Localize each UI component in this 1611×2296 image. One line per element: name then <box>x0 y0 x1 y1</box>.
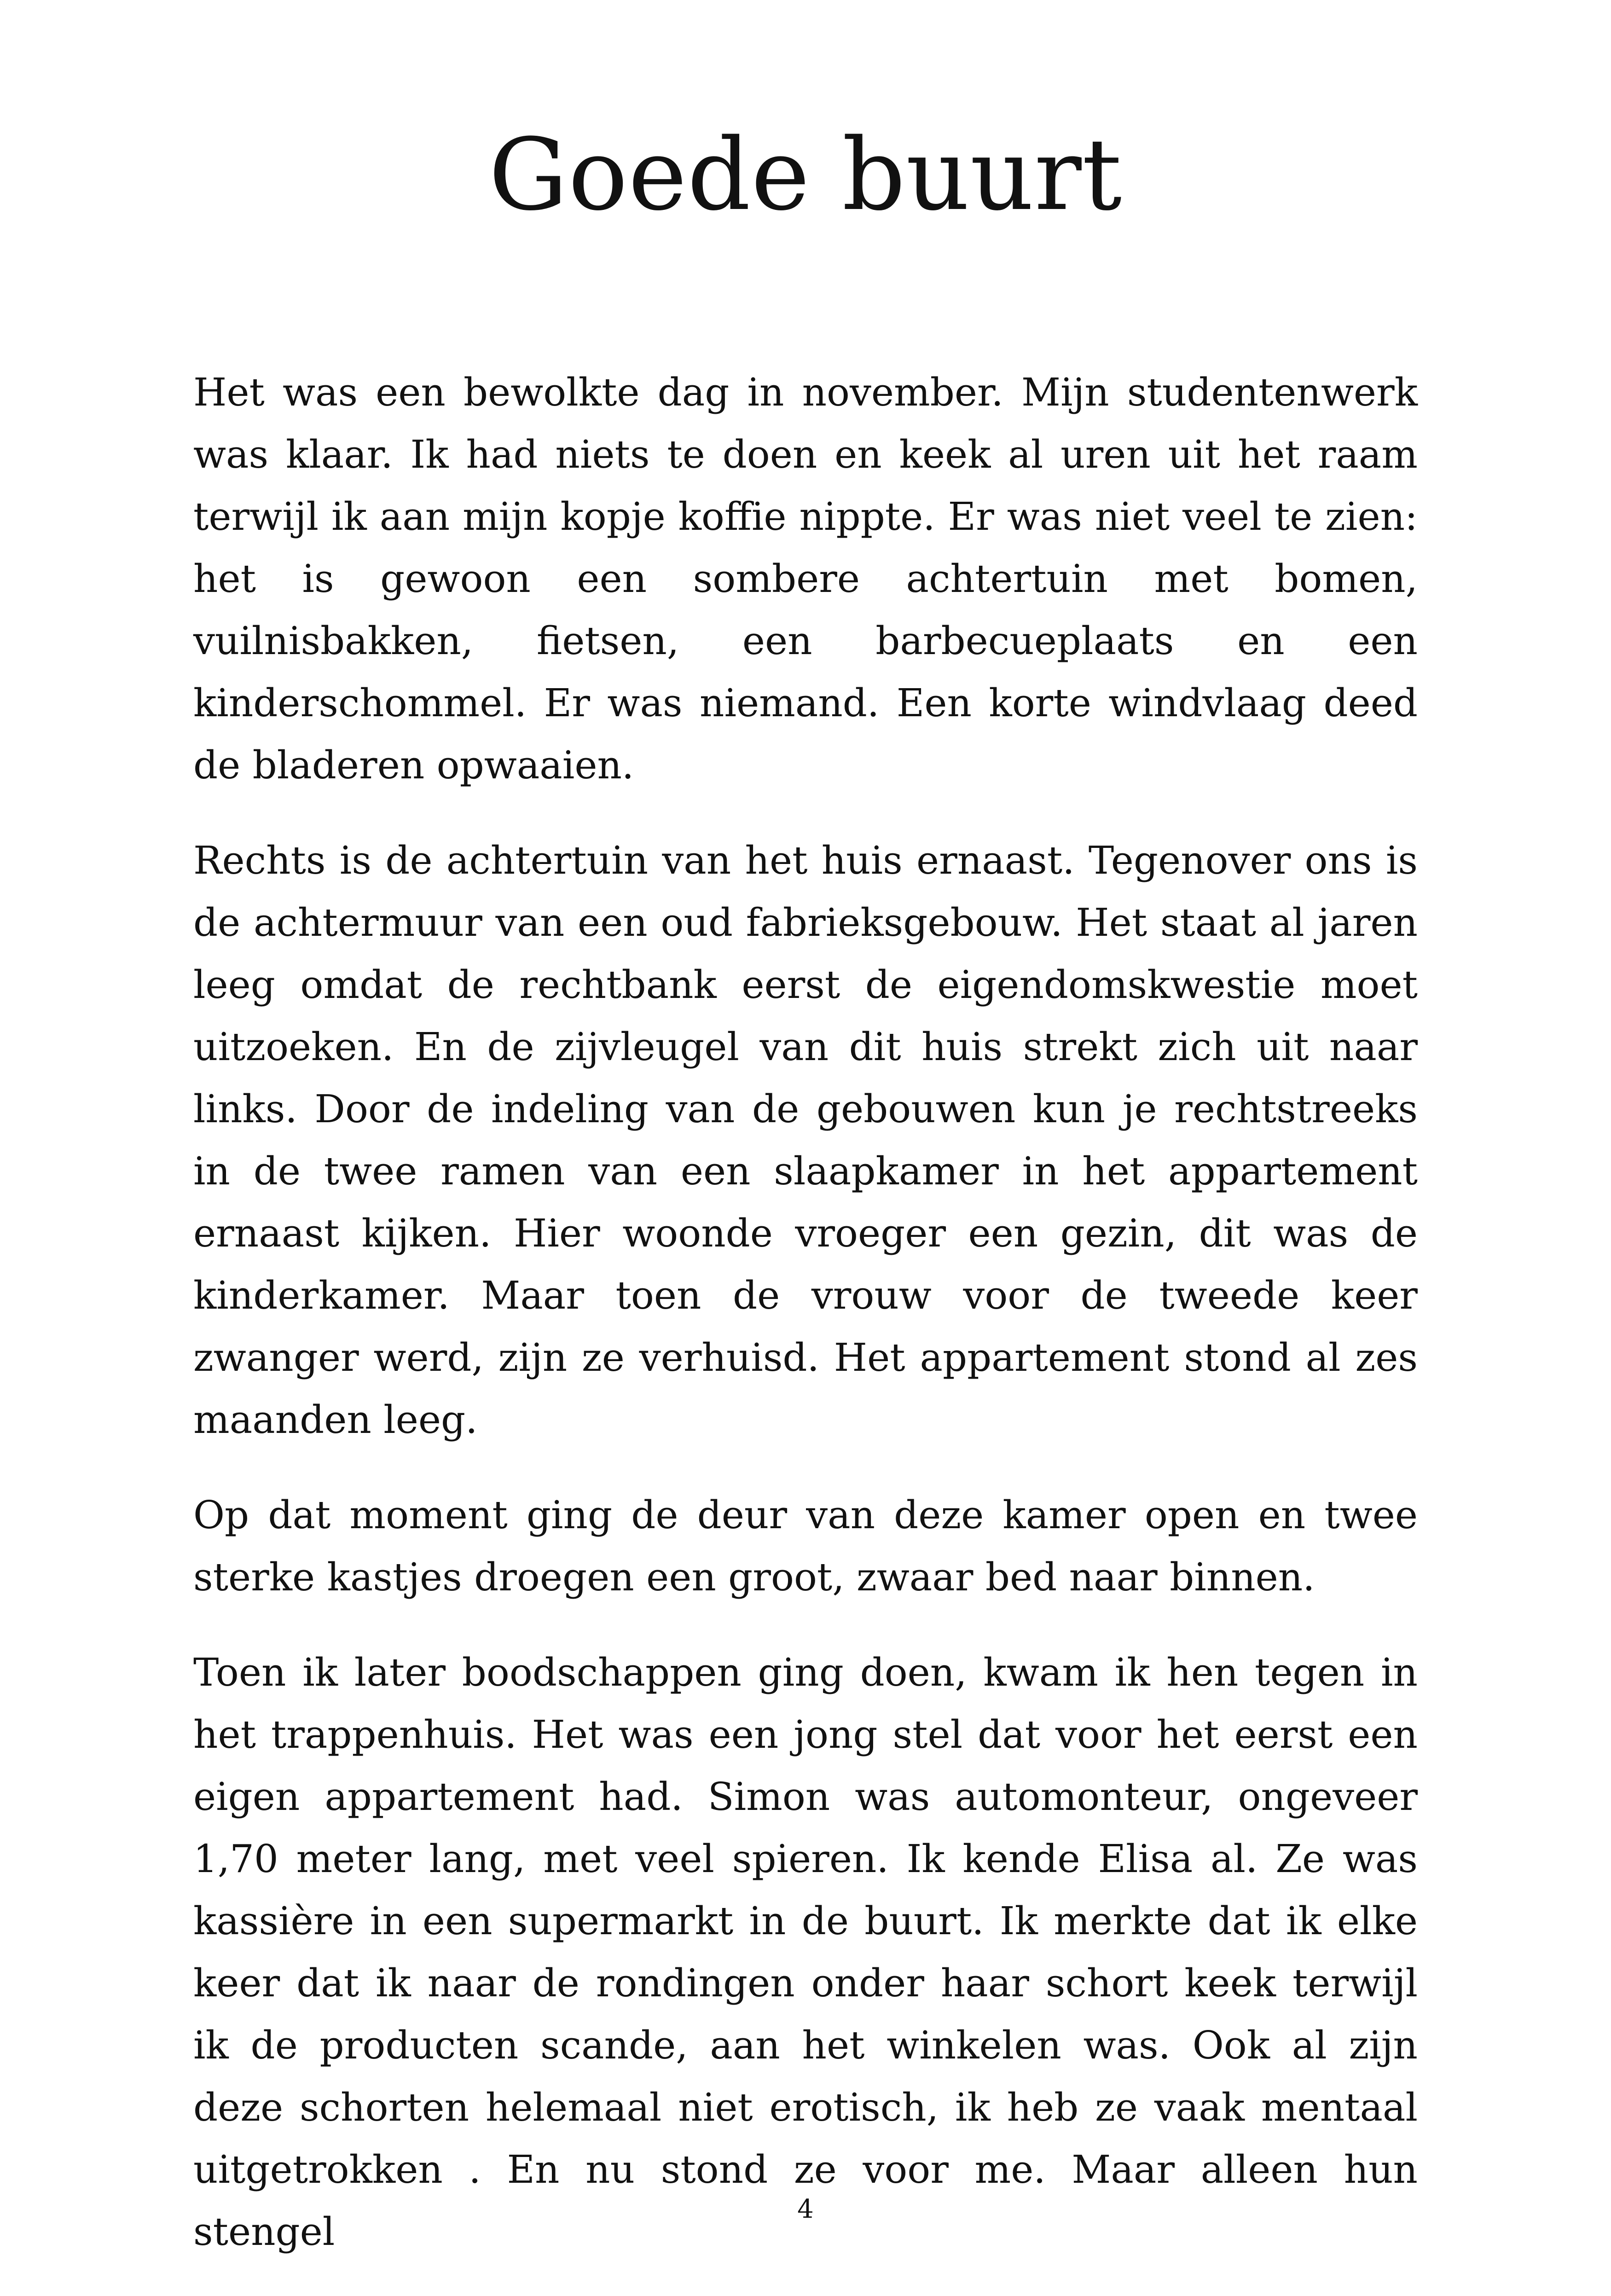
paragraph-1: Het was een bewolkte dag in november. Mijn studentenwerk was klaar. Ik had niets te doen en keek al uren uit het raam terwijl ik aan mijn kopje koffie nippte. Er was niet veel te zien: het is gewoon een sombere achtertuin met bomen, vuilnisbakken, fietsen, een barbecueplaats en een kinderschommel. Er was niemand. Een korte windvlaag deed de bladeren opwaaien. <box>193 370 1418 788</box>
page-number: 4 <box>797 2194 814 2224</box>
body-text <box>193 361 1418 2296</box>
paragraph-3: Op dat moment ging de deur van deze kamer open en twee sterke kastjes droegen een groot, zwaar bed naar binnen. <box>193 1493 1418 1600</box>
paragraph-2: Rechts is de achtertuin van het huis ernaast. Tegenover ons is de achtermuur van een oud fabrieksgebouw. Het staat al jaren leeg omdat de rechtbank eerst de eigendomskwestie moet uitzoeken. En de zijvleugel van dit huis strekt zich uit naar links. Door de indeling van de gebouwen kun je rechtstreeks in de twee ramen van een slaapkamer in het appartement ernaast kijken. Hier woonde vroeger een gezin, dit was de kinderkamer. Maar toen de vrouw voor de tweede keer zwanger werd, zijn ze verhuisd. Het appartement stond al zes maanden leeg. <box>193 838 1418 1442</box>
page-title: Goede buurt <box>488 117 1123 232</box>
paragraph-4: Toen ik later boodschappen ging doen, kwam ik hen tegen in het trappenhuis. Het was een jong stel dat voor het eerst een eigen appartement had. Simon was automonteur, ongeveer 1,70 meter lang, met veel spieren. Ik kende Elisa al. Ze was kassière in een supermarkt in de buurt. Ik merkte dat ik elke keer dat ik naar de rondingen onder haar schort keek terwijl ik de producten scande, aan het winkelen was. Ook al zijn deze schorten helemaal niet erotisch, ik heb ze vaak mentaal uitgetrokken . En nu stond ze voor me. Maar alleen hun stengel <box>193 1650 1418 2254</box>
